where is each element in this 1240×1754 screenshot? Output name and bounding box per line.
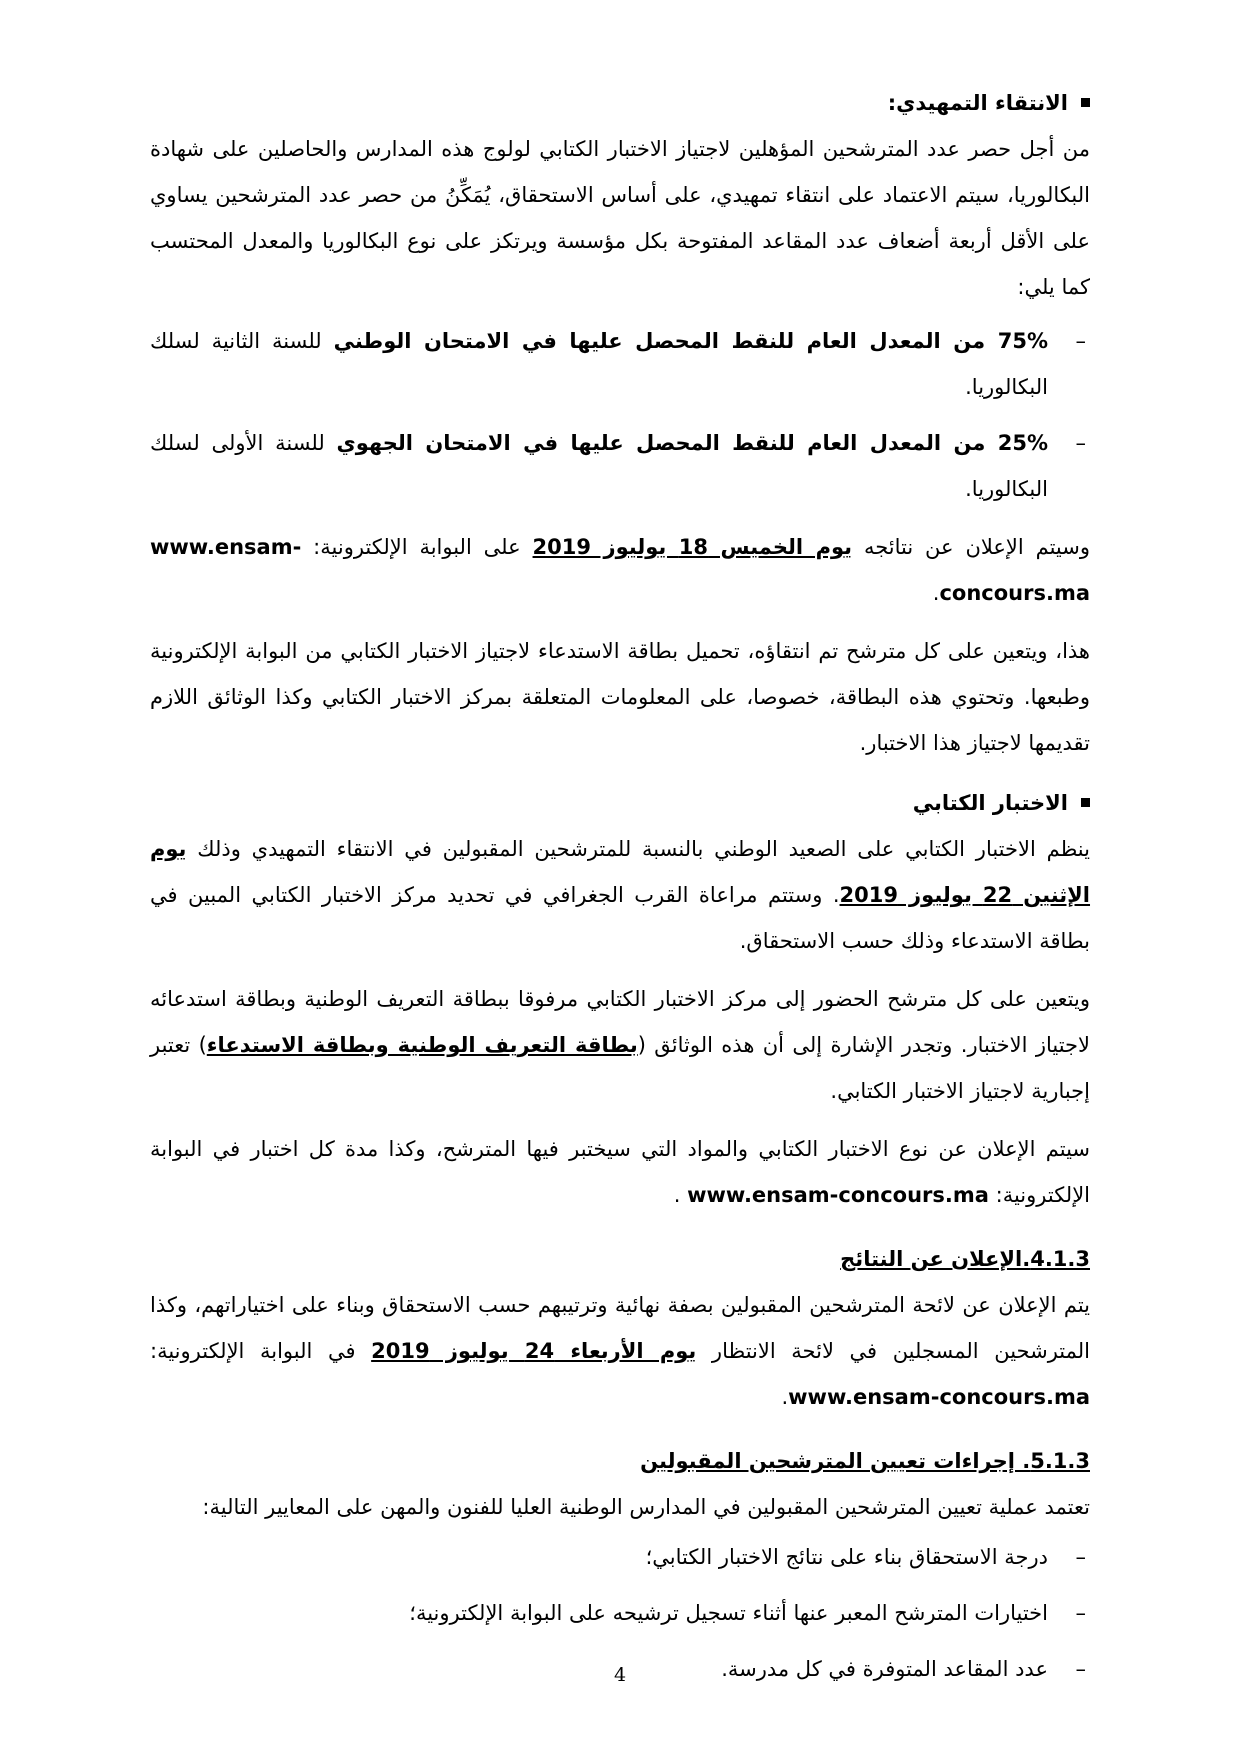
criteria-bold: 25% من المعدل العام للنقط المحصل عليها في الامتحان الجهوي — [336, 431, 1048, 455]
convocation-paragraph: هذا، ويتعين على كل مترشح تم انتقاؤه، تحميل بطاقة الاستدعاء لاجتياز الاختبار الكتابي من البوابة الإلكترونية وطبعها. وتحتوي هذه البطاقة، خصوصا، على المعلومات المتعلقة بمركز الاختبار الكتابي وكذا الوثائق اللازم تقديمها لاجتياز هذا الاختبار. — [150, 639, 1090, 755]
written-exam-paragraph-1: ينظم الاختبار الكتابي على الصعيد الوطني بالنسبة للمترشحين المقبولين في الانتقاء التمهيدي وذلك يوم الإثنين 22 يوليوز 2019. وستتم مراعاة القرب الجغرافي في تحديد مركز الاختبار الكتابي المبين في بطاقة الاستدعاء وذلك حسب الاستحقاق. — [150, 837, 1091, 953]
square-bullet-icon — [1081, 798, 1090, 807]
assignment-intro: تعتمد عملية تعيين المترشحين المقبولين في المدارس الوطنية العليا للفنون والمهن على المعايير التالية: — [202, 1495, 1090, 1519]
assignment-criteria-item: – اختيارات المترشح المعبر عنها أثناء تسجيل ترشيحه على البوابة الإلكترونية؛ — [150, 1590, 1090, 1636]
written-exam-heading: الاختبار الكتابي — [150, 780, 1090, 826]
criteria-rest: للسنة الأولى لسلك البكالوريا. — [150, 431, 1048, 501]
written-exam-paragraph-3: سيتم الإعلان عن نوع الاختبار الكتابي والمواد التي سيختبر فيها المترشح، وكذا مدة كل اختبار في البوابة الإلكترونية: www.ensam-concours.ma . — [150, 1137, 1090, 1207]
preselection-intro: من أجل حصر عدد المترشحين المؤهلين لاجتياز الاختبار الكتابي لولوج هذه المدارس والحاصلين على شهادة البكالوريا، سيتم الاعتماد على انتقاء تمهيدي، على أساس الاستحقاق، يُمَكِّنُ من حصر عدد المترشحين يساوي على الأقل أربعة أضعاف عدد المقاعد المفتوحة بكل مؤسسة ويرتكز على نوع البكالوريا والمعدل المحتسب كما يلي: — [150, 137, 1090, 299]
dash-bullet-icon: – — [1075, 1601, 1086, 1625]
dash-bullet-icon: – — [1075, 329, 1086, 353]
preselection-heading: الانتقاء التمهيدي: — [150, 80, 1090, 126]
dash-bullet-icon: – — [1075, 431, 1086, 455]
required-documents: بطاقة التعريف الوطنية وبطاقة الاستدعاء — [206, 1033, 638, 1057]
results-date: يوم الخميس 18 يوليوز 2019 — [532, 535, 853, 559]
portal-url: www.ensam-concours.ma — [788, 1385, 1090, 1409]
page-number: 4 — [613, 1664, 627, 1686]
dash-bullet-icon: – — [1075, 1657, 1086, 1681]
exam-date: يوم الإثنين 22 يوليوز 2019 — [150, 837, 1091, 907]
written-exam-paragraph-2: ويتعين على كل مترشح الحضور إلى مركز الاختبار الكتابي مرفوقا ببطاقة التعريف الوطنية وبطاقة استدعائه لاجتياز الاختبار. وتجدر الإشارة إلى أن هذه الوثائق (بطاقة التعريف الوطنية وبطاقة الاستدعاء) تعتبر إجبارية لاجتياز الاختبار الكتابي. — [150, 987, 1090, 1103]
assignment-criteria-item: – درجة الاستحقاق بناء على نتائج الاختبار الكتابي؛ — [150, 1534, 1090, 1580]
portal-url: www.ensam-concours.ma — [150, 535, 1090, 605]
square-bullet-icon — [1081, 98, 1090, 107]
results-section-heading: 4.1.3.الإعلان عن النتائج — [840, 1247, 1090, 1271]
document-page — [150, 80, 1090, 1730]
final-results-date: يوم الأربعاء 24 يوليوز 2019 — [371, 1339, 697, 1363]
results-paragraph: يتم الإعلان عن لائحة المترشحين المقبولين بصفة نهائية وترتيبهم حسب الاستحقاق وبناء على اختياراتهم، وكذا المترشحين المسجلين في لائحة الانتظار يوم الأربعاء 24 يوليوز 2019 في البوابة الإلكترونية: www.ensam-concours.ma. — [150, 1293, 1091, 1409]
preselection-results: وسيتم الإعلان عن نتائجه يوم الخميس 18 يوليوز 2019 على البوابة الإلكترونية: www.ensam-concours.ma. — [150, 535, 1091, 605]
criteria-item — [150, 420, 1090, 512]
assignment-section-heading: 5.1.3. إجراءات تعيين المترشحين المقبولين — [640, 1449, 1090, 1473]
portal-url: www.ensam-concours.ma — [687, 1183, 989, 1207]
dash-bullet-icon: – — [1075, 1545, 1086, 1569]
assignment-criteria-item: – عدد المقاعد المتوفرة في كل مدرسة. — [150, 1646, 1090, 1692]
criteria-bold: 75% من المعدل العام للنقط المحصل عليها في الامتحان الوطني — [333, 329, 1048, 353]
criteria-item — [150, 318, 1090, 410]
criteria-rest: للسنة الثانية لسلك البكالوريا. — [150, 329, 1048, 399]
